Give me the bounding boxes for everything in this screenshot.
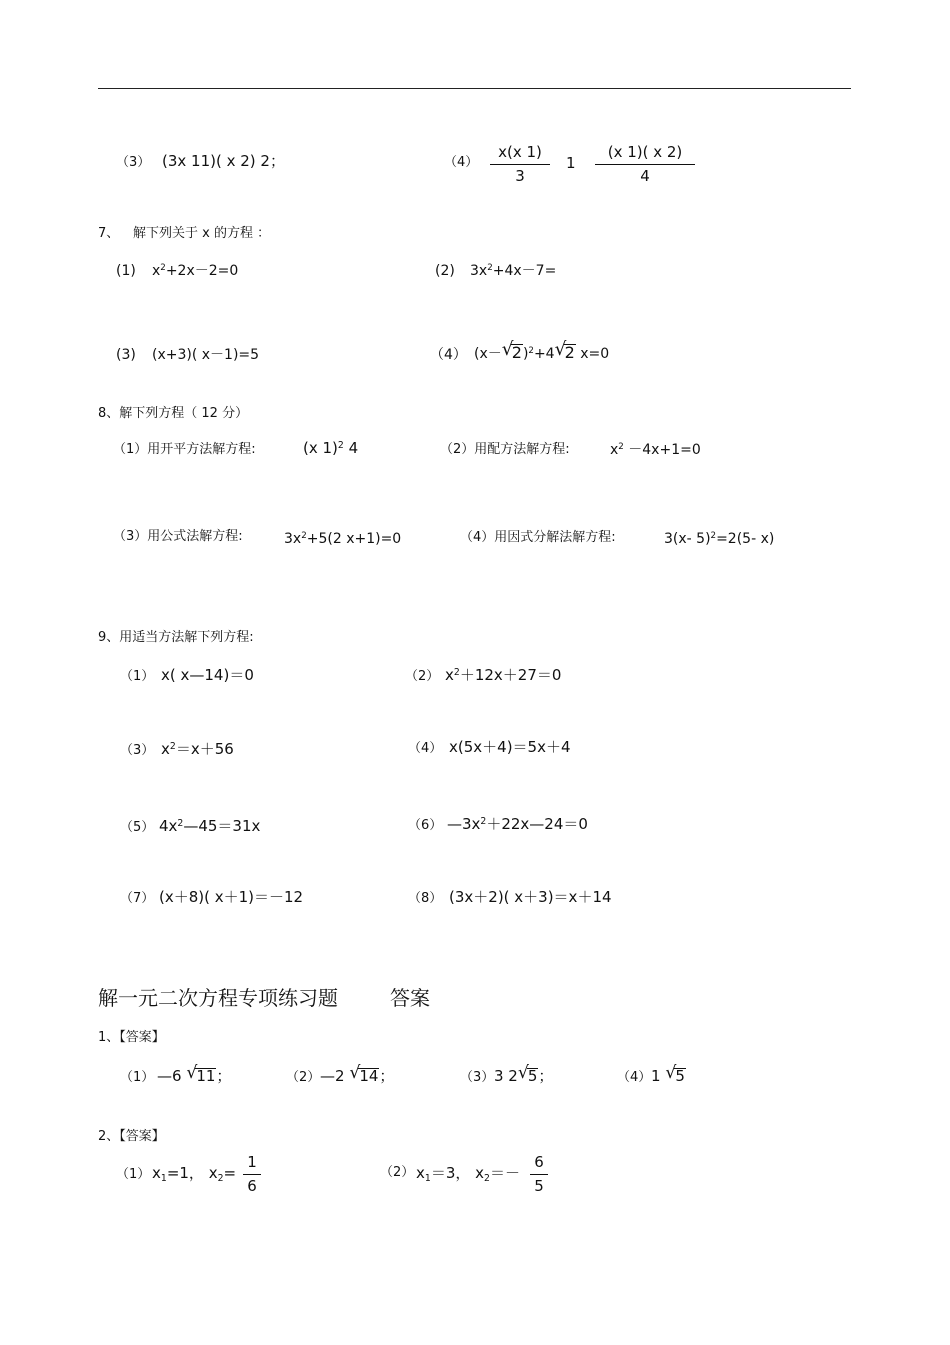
q9-item8-equation: (3x＋2)( x＋3)＝x＋14: [449, 888, 612, 906]
answer2-item1-label: （1）: [116, 1167, 151, 1182]
q9-heading: 9、用适当方法解下列方程:: [98, 630, 254, 645]
prev-item4-label: （4）: [444, 155, 479, 170]
answer1-item4-value: 1 √ 5: [651, 1063, 685, 1085]
q9-item5-label: （5）: [120, 820, 155, 835]
answer1-item1-value: —6 √ 11；: [157, 1063, 232, 1085]
q7-heading: 解下列关于 x 的方程 ：: [133, 226, 271, 241]
q7-item3-equation: (x+3)( x－1)=5: [152, 347, 260, 363]
answer1-item3-label: （3）: [460, 1070, 495, 1085]
q9-item6-equation: $—3x^2+22x—24=0$: [447, 815, 588, 833]
answer2-item1-roots: $x_1=1$， $x_2=$: [152, 1164, 237, 1184]
answer1-item2-value: —2 √ 14；: [320, 1063, 395, 1085]
q8-item4-equation: 3(x- 5)$^2$=2(5- x): [664, 531, 775, 547]
q9-item3-label: （3）: [120, 743, 155, 758]
q8-item2-label: （2）用配方法解方程:: [440, 442, 570, 457]
sqrt-icon: √ 5: [665, 1063, 685, 1085]
answer1-heading: 1、【答案】: [98, 1030, 165, 1045]
q8-heading: 8、解下列方程（ 12 分）: [98, 406, 249, 421]
answer1-item2-label: （2）: [286, 1070, 321, 1085]
sqrt-icon: √ 5: [517, 1063, 538, 1085]
sqrt-2-icon: √ 2: [501, 339, 522, 362]
answer2-item1-fraction: 1 6: [243, 1155, 261, 1194]
prev-item3-equation: (3x 11)( x 2) 2；: [162, 152, 285, 170]
q7-item1-equation: $x^2+2x-2=0$: [152, 263, 239, 279]
answer1-item4-label: （4）: [617, 1070, 652, 1085]
q7-item3-label: (3): [116, 347, 136, 363]
answer2-item2-label: （2）: [380, 1165, 415, 1180]
q9-item3-equation: $x^2=x+56$: [161, 740, 234, 758]
q8-item3-label: （3）用公式法解方程:: [113, 529, 243, 544]
q8-item3-equation: $3x^2+5(2$ x+1)=0: [284, 531, 402, 547]
q8-item2-equation: $x^2 -4x+1=0$: [610, 442, 701, 458]
q9-item6-label: （6）: [408, 818, 443, 833]
q7-item2-label: (2): [435, 263, 455, 279]
q9-item1-label: （1）: [120, 669, 155, 684]
q9-item5-equation: $4x^2—45=31x$: [159, 817, 261, 835]
q8-item4-label: （4）用因式分解法解方程:: [460, 530, 616, 545]
answer1-item1-label: （1）: [120, 1070, 155, 1085]
q9-item8-label: （8）: [408, 891, 443, 906]
sqrt-2-icon: √ 2: [554, 339, 575, 362]
answer2-item2-fraction: 6 5: [530, 1155, 548, 1194]
q8-item1-label: （1）用开平方法解方程:: [113, 442, 256, 457]
q8-item1-equation: (x 1)$^2$ 4: [303, 439, 359, 457]
answers-title: 解一元二次方程专项练习题: [98, 986, 338, 1010]
top-rule: [98, 88, 851, 89]
q9-item2-equation: $x^2+12x+27=0$: [445, 666, 562, 684]
q7-item4-equation: (x－ √ 2)$^2$+4 √ 2 x=0: [474, 339, 610, 362]
answers-title-suffix: 答案: [390, 986, 430, 1010]
q7-item2-equation: $3x^2+4x-7=$: [470, 263, 557, 279]
prev-item4-fraction-2: (x 1)( x 2) 4: [595, 145, 695, 184]
q9-item7-label: （7）: [120, 891, 155, 906]
q9-item4-equation: x(5x＋4)＝5x＋4: [449, 738, 571, 756]
q9-item4-label: （4）: [408, 741, 443, 756]
q9-item7-equation: (x＋8)( x＋1)＝－12: [159, 888, 304, 906]
sqrt-icon: √ 11: [186, 1063, 216, 1085]
q7-item1-label: (1): [116, 263, 136, 279]
q9-item1-equation: x( x—14)＝0: [161, 666, 254, 684]
sqrt-icon: √ 14: [349, 1063, 379, 1085]
answer1-item3-value: 3 2 √ 5；: [494, 1063, 554, 1085]
prev-item4-mid: 1: [566, 154, 576, 172]
answer2-heading: 2、【答案】: [98, 1129, 165, 1144]
answer2-item2-roots: $x_1=3$， $x_2=-$: [416, 1164, 520, 1184]
q7-item4-label: （4）: [430, 347, 467, 363]
q7-number: 7、: [98, 226, 120, 241]
q9-item2-label: （2）: [405, 669, 440, 684]
prev-item3-label: （3）: [116, 155, 151, 170]
prev-item4-fraction-1: x(x 1) 3: [490, 145, 550, 184]
